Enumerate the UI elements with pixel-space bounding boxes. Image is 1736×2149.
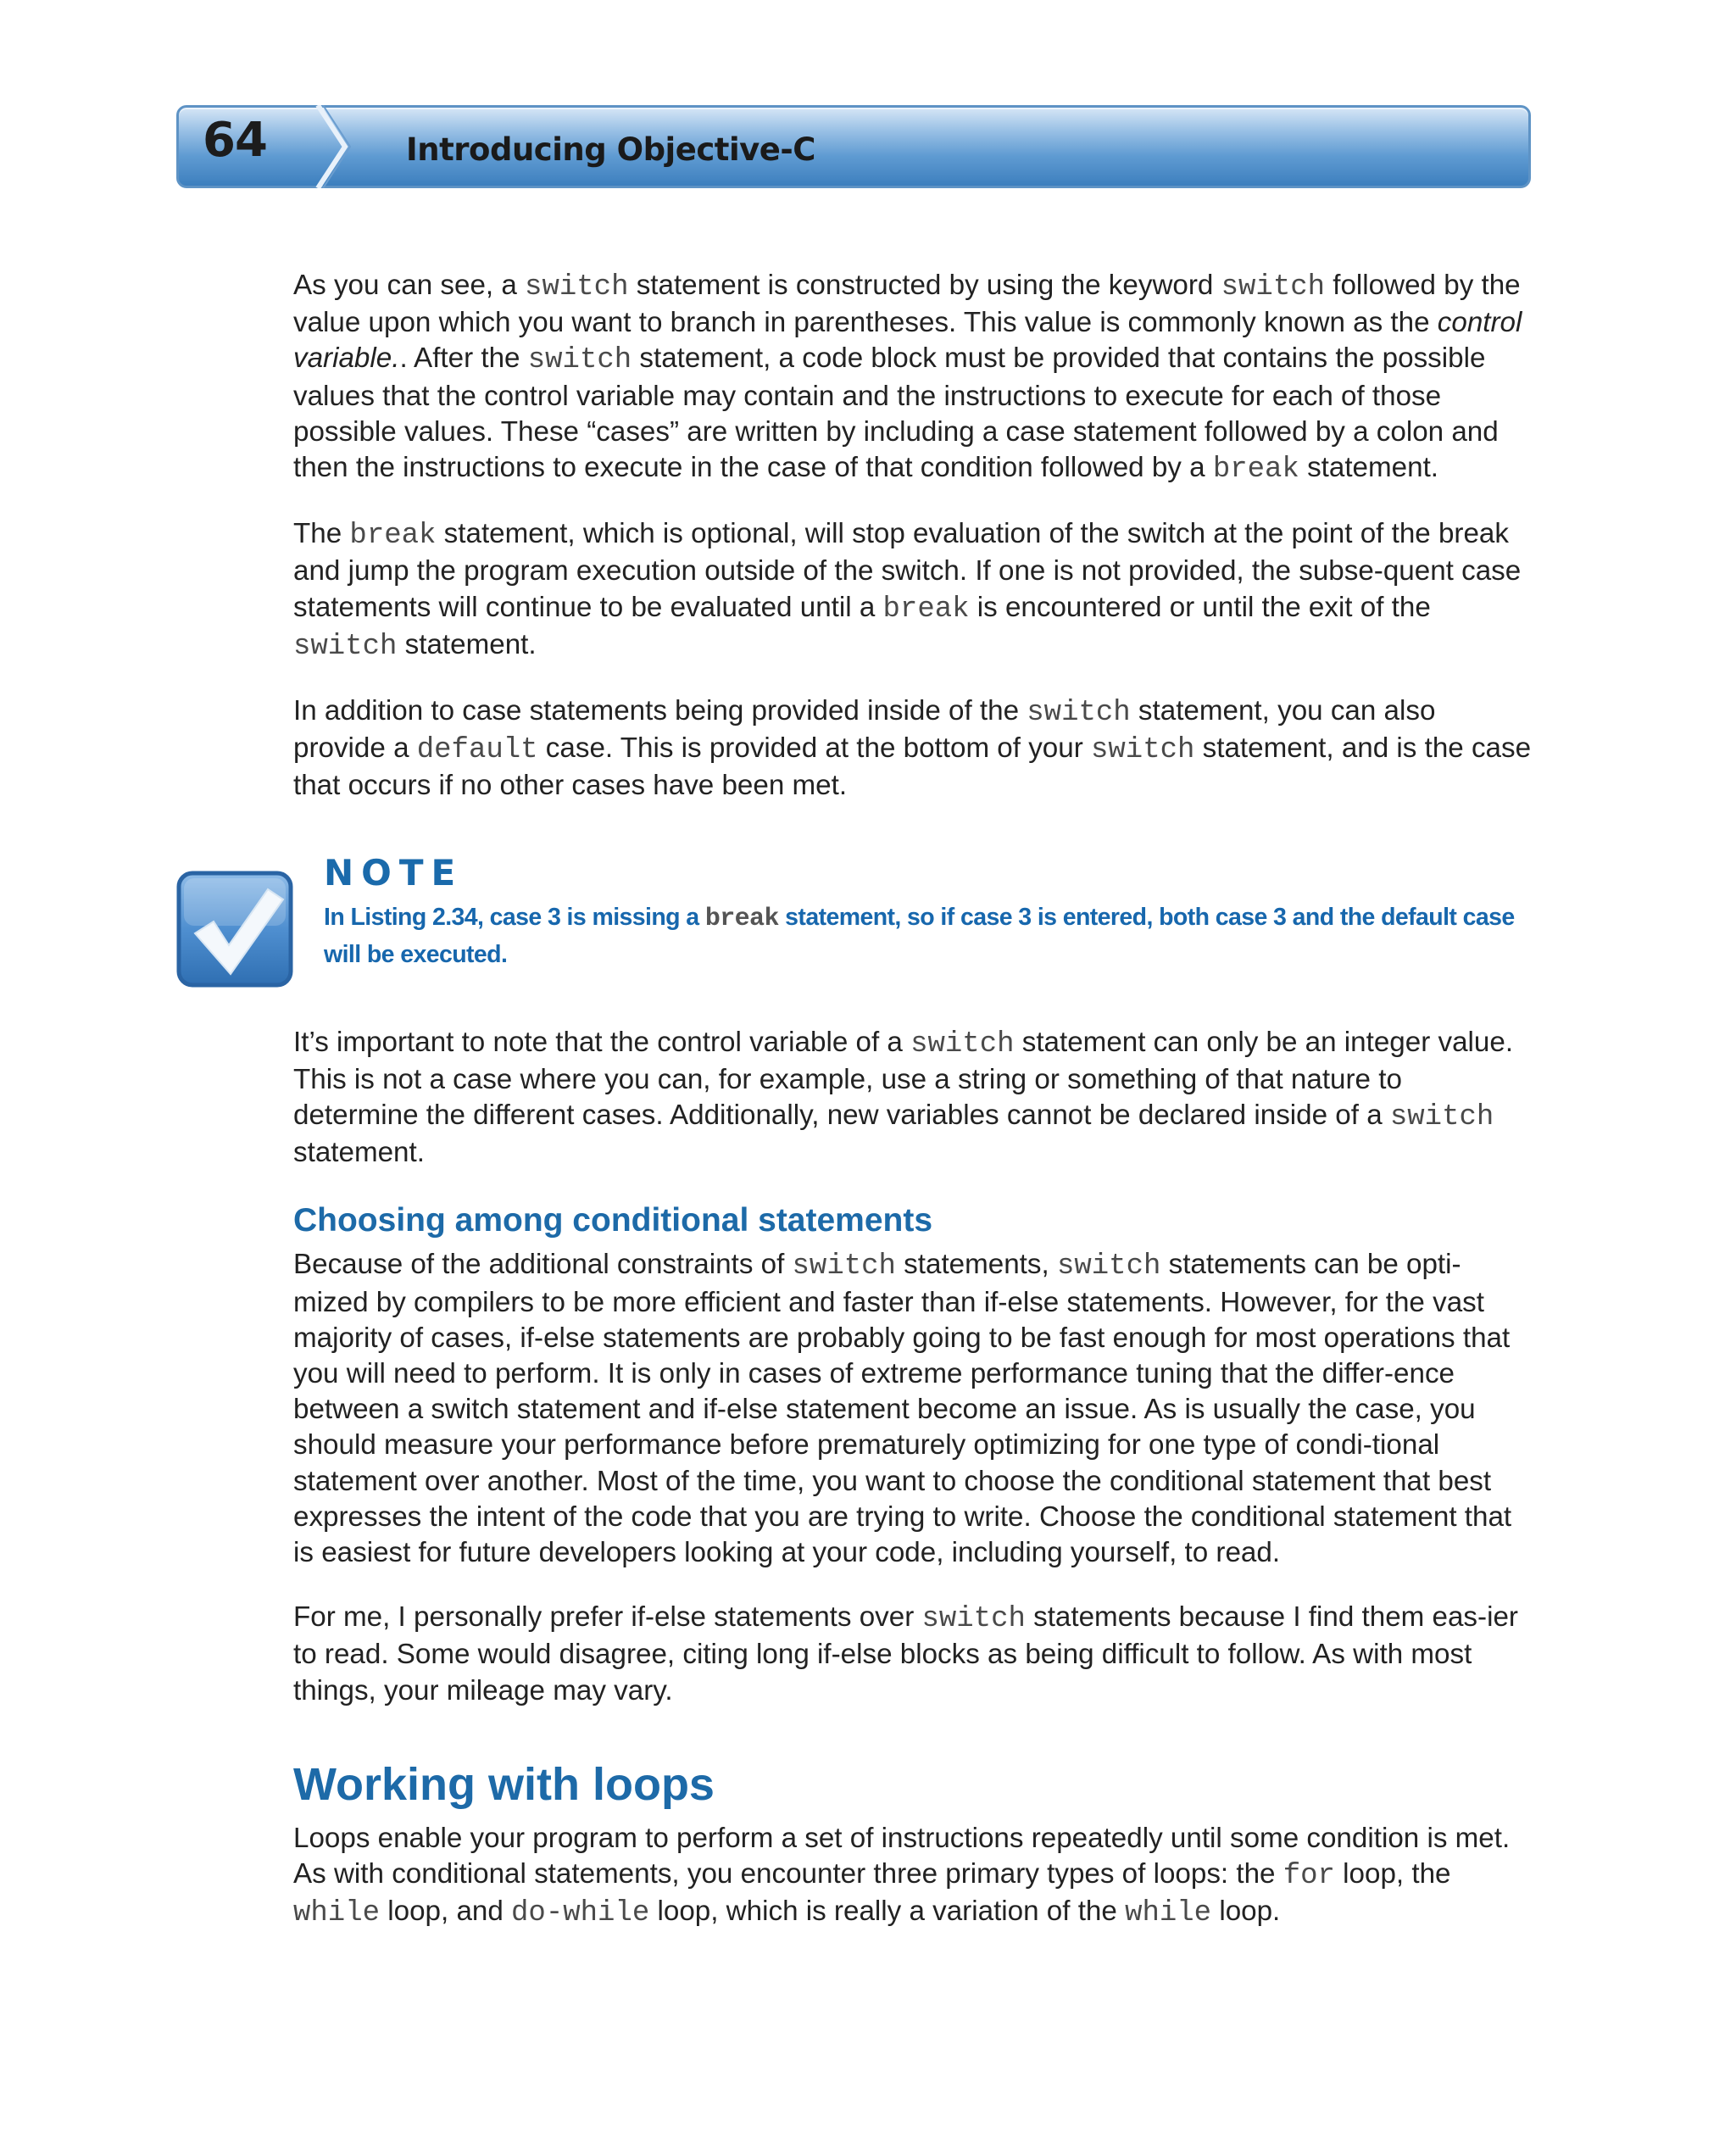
code-term: switch [910, 1027, 1015, 1061]
subheading: Choosing among conditional statements [293, 1202, 933, 1239]
code-term: while [1125, 1897, 1212, 1930]
code-term: break [882, 593, 970, 626]
code-term: switch [1389, 1101, 1494, 1134]
code-term: switch [792, 1250, 896, 1283]
paragraph-default-case: In addition to case statements being provided inside of the switch statement, you can also provide a default case. This is provided at the bottom of your switch statement, and is the case that occurs if no other cases have been met. [293, 695, 1532, 802]
code-term: switch [1091, 734, 1195, 767]
code-term: break [704, 904, 779, 933]
paragraph-control-variable: It’s important to note that the control variable of a switch statement can only be an integer value. This is not a case where you can, for example, use a string or something of that nature to determine the different cases. Additionally, new variables cannot be declared inside of a switch statement. [293, 1026, 1514, 1169]
code-term: switch [293, 630, 398, 663]
code-term: default [416, 734, 538, 767]
section-heading: Working with loops [293, 1758, 715, 1810]
paragraph-break-statement: The break statement, which is optional, will stop evaluation of the switch at the point of the break and jump the program execution outside of the switch. If one is not provided, the subse-quent case statements will continue to be evaluated until a break is encountered or until the exit of the switch statement. [293, 518, 1522, 663]
paragraph-loops-intro: Loops enable your program to perform a set of instructions repeatedly until some condition is met. As with conditional statements, you encounter three primary types of loops: the for loop, the while loop, and do-while loop, which is really a variation of the while loop. [293, 1822, 1511, 1930]
code-term: switch [1221, 271, 1326, 303]
note-callout [293, 852, 1533, 988]
note-text: In Listing 2.34, case 3 is missing a break statement, so if case 3 is entered, both case 3 and the default case will be executed. [324, 903, 1515, 968]
code-term: switch [527, 344, 632, 377]
paragraph-switch-construction: As you can see, a switch statement is constructed by using the keyword switch followed by the value upon which you want to branch in parentheses. This value is commonly known as the control variable.. After the switch statement, a code block must be provided that contains the possible values that the control variable may contain and the instructions to execute for each of those possible values. These “cases” are written by including a case statement followed by a colon and then the instructions to execute in the case of that condition followed by a break statement. [293, 270, 1522, 487]
page-content [293, 268, 1533, 1961]
code-term: switch [525, 271, 629, 303]
chapter-header-banner [176, 105, 1531, 188]
checkmark-icon [176, 871, 293, 988]
code-term: switch [1027, 697, 1131, 730]
code-term: break [349, 520, 437, 553]
chapter-title: Introducing Objective-C [406, 131, 815, 168]
page-number: 64 [203, 113, 267, 168]
code-term: break [1212, 454, 1299, 487]
paragraph-choosing-conditionals: Because of the additional constraints of switch statements, switch statements can be opti-mized by compilers to be more efficient and faster than if-else statements. However, for the vast majority of cases, if-else statements are probably going to be fast enough for most operations that you will need to perform. It is only in cases of extreme performance tuning that the differ-ence between a switch statement and if-else statement become an issue. As is usually the case, you should measure your performance before prematurely optimizing for one type of condi-tional statement over another. Most of the time, you want to choose the conditional statement that best expresses the intent of the code that you are trying to write. Choose the conditional statement that is easiest for future developers looking at your code, including yourself, to read. [293, 1249, 1512, 1569]
code-term: switch [1056, 1250, 1161, 1283]
code-term: do-while [511, 1897, 650, 1930]
note-label: NOTE [324, 851, 464, 894]
code-term: switch [921, 1603, 1026, 1636]
code-term: while [293, 1897, 381, 1930]
chevron-divider-icon [314, 105, 357, 188]
paragraph-personal-preference: For me, I personally prefer if-else statements over switch statements because I find them eas-ier to read. Some would disagree, citing long if-else blocks as being difficult to follow. As with most things, your mileage may vary. [293, 1601, 1518, 1706]
code-term: for [1283, 1860, 1335, 1893]
emphasis-term: control variable. [293, 307, 1522, 375]
